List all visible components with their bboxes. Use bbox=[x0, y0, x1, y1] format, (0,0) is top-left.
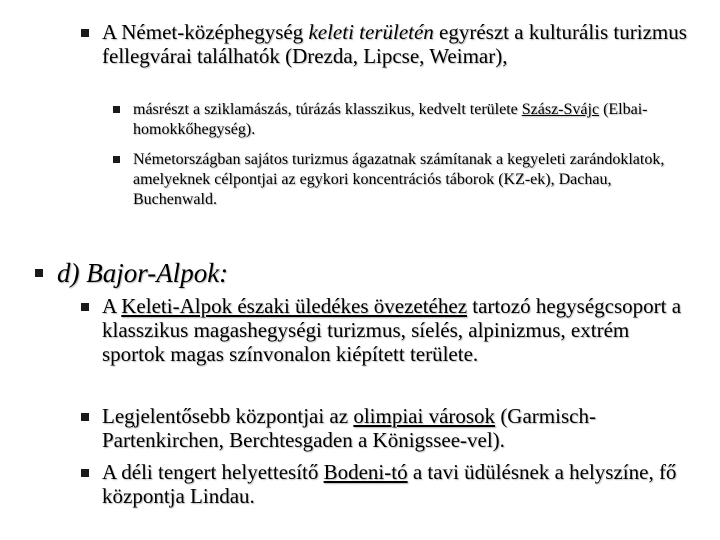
paragraph-keleti-alpok bbox=[102, 294, 687, 366]
bullet-icon bbox=[81, 303, 89, 311]
text: másrészt a sziklamászás, túrázás klasszikus, kedvelt területe bbox=[133, 101, 522, 118]
bullet-icon bbox=[81, 469, 89, 477]
paragraph-bodeni-to bbox=[102, 460, 687, 508]
text: A Német-középhegység bbox=[102, 20, 309, 44]
paragraph-szasz-svajc bbox=[133, 100, 678, 140]
text: Németországban sajátos turizmus ágazatnak számítanak a kegyeleti zarándoklatok, amelyeknek célpontjai az egykori koncentrációs táborok (KZ-ek), Dachau, Buchenwald. bbox=[133, 151, 665, 208]
bullet-icon bbox=[35, 269, 43, 277]
text: A déli tengert helyettesítő bbox=[102, 460, 324, 484]
text: tartozó hegységcsoport a klasszikus magashegységi turizmus, síelés, alpinizmus, extrém sportok magas színvonalon kiépített területe. bbox=[102, 294, 682, 366]
text: A bbox=[102, 294, 122, 318]
link-olimpiai-varosok[interactable]: olimpiai városok bbox=[353, 404, 496, 428]
text: egyrészt a kulturális turizmus fellegvárai találhatók (Drezda, Lipcse, Weimar), bbox=[102, 20, 687, 68]
text: Legjelentősebb központjai az bbox=[102, 404, 354, 428]
paragraph-nemet-kozephegyseg bbox=[102, 20, 687, 68]
text: a tavi üdülésnek a helyszíne, fő központja Lindau. bbox=[102, 460, 677, 508]
bullet-icon bbox=[113, 156, 120, 163]
paragraph-olimpiai-varosok bbox=[102, 404, 687, 452]
paragraph-kegyeleti-zarandoklatok bbox=[133, 150, 678, 210]
link-szasz-svajc[interactable]: Szász-Svájc bbox=[521, 101, 600, 118]
bullet-icon bbox=[81, 413, 89, 421]
link-keleti-alpok[interactable]: Keleti-Alpok északi üledékes övezetéhez bbox=[121, 294, 468, 318]
emphasis-text: keleti területén bbox=[308, 20, 434, 44]
text: (Elbai-homokkőhegység). bbox=[133, 101, 648, 138]
bullet-icon bbox=[81, 29, 89, 37]
link-bodeni-to[interactable]: Bodeni-tó bbox=[323, 460, 408, 484]
bullet-icon bbox=[113, 106, 120, 113]
text: (Garmisch-Partenkirchen, Berchtesgaden a Königssee-vel). bbox=[102, 404, 596, 452]
section-heading: d) Bajor-Alpok: bbox=[57, 258, 229, 288]
